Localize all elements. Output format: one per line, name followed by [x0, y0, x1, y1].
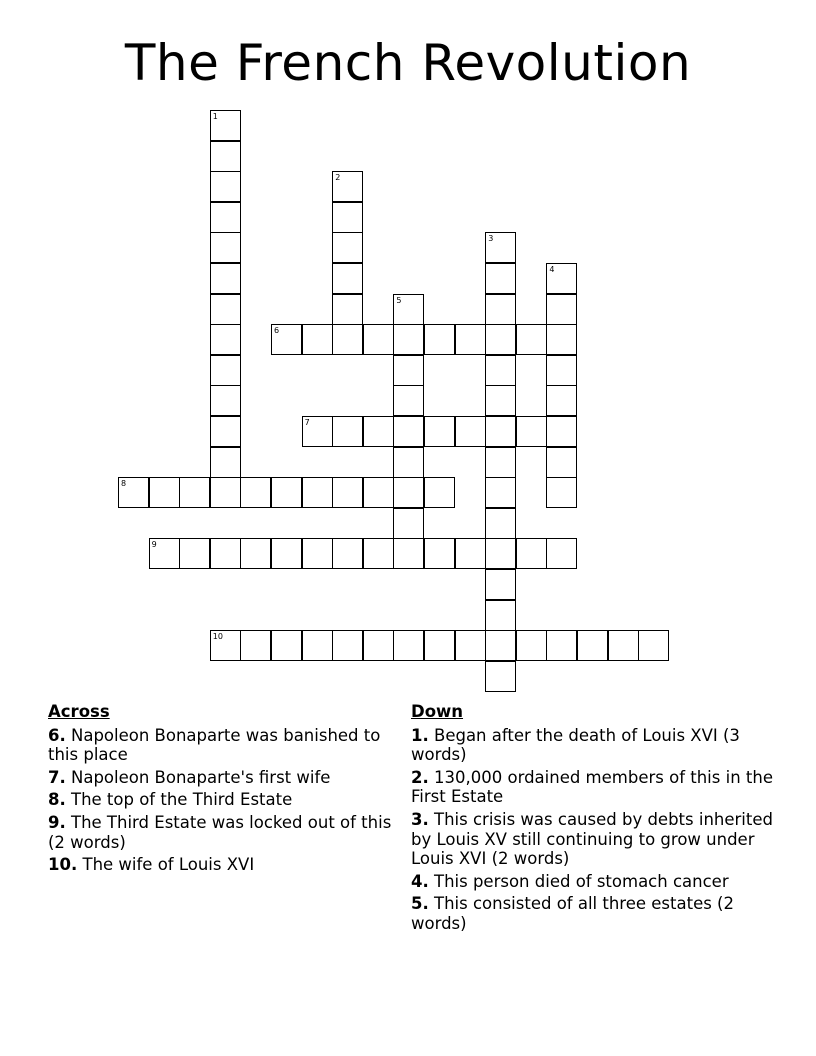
grid-cell[interactable] [118, 477, 149, 508]
grid-cell[interactable] [393, 324, 424, 355]
grid-cell[interactable] [546, 477, 577, 508]
grid-cell[interactable] [393, 416, 424, 447]
grid-cell[interactable] [546, 416, 577, 447]
grid-cell[interactable] [210, 416, 241, 447]
grid-cell[interactable] [271, 630, 302, 661]
grid-cell[interactable] [179, 538, 210, 569]
grid-cell[interactable] [302, 477, 333, 508]
grid-cell[interactable] [485, 630, 516, 661]
grid-cell[interactable] [485, 569, 516, 600]
grid-cell[interactable] [210, 538, 241, 569]
grid-cell[interactable] [271, 324, 302, 355]
grid-cell[interactable] [516, 416, 547, 447]
grid-cell[interactable] [271, 477, 302, 508]
down-clue-2 [411, 768, 776, 807]
cell-number: 9 [151, 540, 157, 550]
across-clue-10 [48, 855, 393, 875]
grid-cell[interactable] [424, 324, 455, 355]
grid-cell[interactable] [393, 294, 424, 325]
clue-text: 130,000 ordained members of this in the First Estate [411, 767, 773, 807]
grid-cell[interactable] [393, 508, 424, 539]
cell-number: 5 [396, 295, 402, 305]
grid-cell[interactable] [546, 355, 577, 386]
clue-number: 5. [411, 894, 429, 914]
grid-cell[interactable] [210, 294, 241, 325]
grid-cell[interactable] [210, 447, 241, 478]
grid-cell[interactable] [424, 416, 455, 447]
grid-cell[interactable] [210, 232, 241, 263]
grid-cell[interactable] [240, 477, 271, 508]
grid-cell[interactable] [210, 202, 241, 233]
grid-cell[interactable] [332, 263, 363, 294]
clue-text: Napoleon Bonaparte was banished to this place [48, 725, 381, 765]
down-clue-5 [411, 894, 776, 933]
cell-number: 8 [121, 479, 127, 489]
grid-cell[interactable] [332, 416, 363, 447]
grid-cell[interactable] [546, 324, 577, 355]
grid-cell[interactable] [363, 538, 394, 569]
grid-cell[interactable] [302, 324, 333, 355]
grid-cell[interactable] [485, 232, 516, 263]
grid-cell[interactable] [210, 477, 241, 508]
cell-number: 4 [549, 265, 555, 274]
cell-number: 1 [212, 112, 218, 121]
grid-cell[interactable] [455, 630, 486, 661]
grid-cell[interactable] [485, 355, 516, 386]
clue-text: This person died of stomach cancer [434, 871, 729, 891]
grid-cell[interactable] [455, 324, 486, 355]
grid-cell[interactable] [332, 630, 363, 661]
grid-cell[interactable] [240, 630, 271, 661]
across-heading: Across [48, 702, 110, 721]
grid-cell[interactable] [210, 110, 241, 141]
across-clue-9 [48, 813, 393, 852]
grid-cell[interactable] [424, 538, 455, 569]
clue-text: Began after the death of Louis XVI (3 words) [411, 725, 740, 765]
grid-cell[interactable] [332, 232, 363, 263]
down-clue-3 [411, 810, 776, 869]
grid-cell[interactable] [210, 324, 241, 355]
grid-cell[interactable] [240, 538, 271, 569]
grid-cell[interactable] [638, 630, 669, 661]
grid-cell[interactable] [363, 477, 394, 508]
grid-cell[interactable] [546, 630, 577, 661]
clue-text: This consisted of all three estates (2 words) [411, 894, 734, 933]
grid-cell[interactable] [149, 538, 180, 569]
grid-cell[interactable] [393, 447, 424, 478]
grid-cell[interactable] [363, 416, 394, 447]
grid-cell[interactable] [332, 324, 363, 355]
down-clue-4 [411, 872, 776, 892]
grid-cell[interactable] [485, 477, 516, 508]
grid-cell[interactable] [210, 630, 241, 661]
grid-cell[interactable] [302, 416, 333, 447]
grid-cell[interactable] [485, 385, 516, 416]
clue-number: 6. [48, 725, 66, 745]
clue-number: 8. [48, 790, 66, 810]
cell-number: 3 [488, 234, 494, 244]
cell-number: 10 [212, 632, 223, 642]
clue-number: 1. [411, 725, 429, 745]
down-clue-1 [411, 726, 776, 765]
clue-number: 9. [48, 812, 66, 832]
grid-cell[interactable] [485, 416, 516, 447]
grid-cell[interactable] [485, 447, 516, 478]
grid-cell[interactable] [546, 447, 577, 478]
grid-cell[interactable] [485, 600, 516, 631]
grid-cell[interactable] [546, 385, 577, 416]
grid-cell[interactable] [210, 355, 241, 386]
grid-cell[interactable] [393, 355, 424, 386]
across-clue-8 [48, 790, 393, 810]
grid-cell[interactable] [455, 416, 486, 447]
grid-cell[interactable] [332, 477, 363, 508]
grid-cell[interactable] [363, 630, 394, 661]
cell-number: 2 [335, 173, 341, 183]
clue-number: 3. [411, 809, 429, 829]
across-clues [48, 702, 393, 878]
clue-text: The top of the Third Estate [71, 790, 293, 810]
grid-cell[interactable] [210, 171, 241, 202]
grid-cell[interactable] [149, 477, 180, 508]
grid-cell[interactable] [608, 630, 639, 661]
clue-number: 7. [48, 767, 66, 787]
grid-cell[interactable] [332, 538, 363, 569]
across-clue-6 [48, 726, 393, 765]
grid-cell[interactable] [363, 324, 394, 355]
grid-cell[interactable] [332, 171, 363, 202]
grid-cell[interactable] [546, 538, 577, 569]
clue-number: 10. [48, 855, 78, 875]
down-heading: Down [411, 702, 464, 721]
clue-text: The wife of Louis XVI [82, 855, 255, 875]
grid-cell[interactable] [577, 630, 608, 661]
grid-cell[interactable] [271, 538, 302, 569]
across-clue-7 [48, 768, 393, 788]
clue-text: This crisis was caused by debts inherited by Louis XV still continuing to grow under Louis XVI (2 words) [411, 809, 773, 869]
grid-cell[interactable] [546, 294, 577, 325]
grid-cell[interactable] [393, 630, 424, 661]
grid-cell[interactable] [516, 538, 547, 569]
grid-cell[interactable] [485, 294, 516, 325]
grid-cell[interactable] [485, 324, 516, 355]
grid-cell[interactable] [485, 508, 516, 539]
grid-cell[interactable] [393, 538, 424, 569]
grid-cell[interactable] [516, 324, 547, 355]
grid-cell[interactable] [485, 263, 516, 294]
grid-cell[interactable] [332, 202, 363, 233]
grid-cell[interactable] [302, 630, 333, 661]
clue-number: 4. [411, 871, 429, 891]
grid-cell[interactable] [485, 661, 516, 692]
grid-cell[interactable] [424, 630, 455, 661]
cell-number: 7 [304, 418, 310, 427]
grid-cell[interactable] [332, 294, 363, 325]
grid-cell[interactable] [455, 538, 486, 569]
clue-text: The Third Estate was locked out of this (2 words) [48, 812, 392, 852]
grid-cell[interactable] [546, 263, 577, 294]
grid-cell[interactable] [393, 477, 424, 508]
grid-cell[interactable] [210, 141, 241, 172]
down-clues [411, 702, 776, 937]
puzzle-title: The French Revolution [124, 34, 692, 92]
clue-text: Napoleon Bonaparte's first wife [71, 767, 331, 787]
grid-cell[interactable] [179, 477, 210, 508]
grid-cell[interactable] [516, 630, 547, 661]
grid-cell[interactable] [485, 538, 516, 569]
grid-cell[interactable] [302, 538, 333, 569]
grid-cell[interactable] [210, 263, 241, 294]
grid-cell[interactable] [393, 385, 424, 416]
clue-number: 2. [411, 767, 429, 787]
grid-cell[interactable] [210, 385, 241, 416]
grid-cell[interactable] [424, 477, 455, 508]
cell-number: 6 [274, 326, 280, 336]
